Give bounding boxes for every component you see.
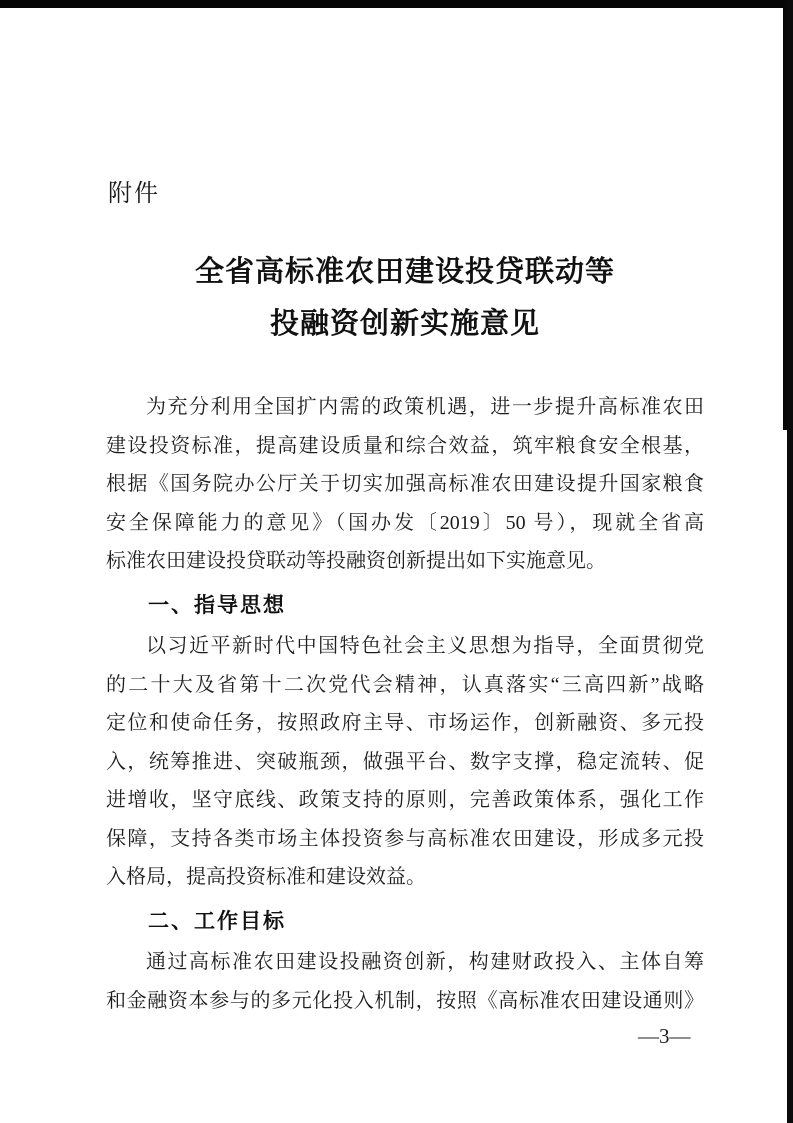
text-line: 进增收，坚守底线、政策支持的原则，完善政策体系，强化工作 — [106, 789, 704, 811]
section-heading-work-goals: 二、工作目标 — [148, 909, 286, 933]
text-line: 建设投资标准，提高建设质量和综合效益，筑牢粮食安全根基， — [106, 434, 704, 457]
scan-artifact-right-band — [787, 0, 793, 1123]
text-line: 入格局，提高投资标准和建设效益。 — [106, 866, 426, 888]
title-line-2: 投融资创新实施意见 — [269, 308, 540, 340]
paragraph-work-goals — [106, 943, 704, 1020]
text-line: 安全保障能力的意见》（国办发〔2019〕50 号），现就全省高 — [106, 511, 704, 534]
scan-artifact-top-band — [0, 0, 793, 8]
text-line: 定位和使命任务，按照政府主导、市场运作，创新融资、多元投 — [106, 712, 704, 734]
text-line: 和金融资本参与的多元化投入机制，按照《高标准农田建设通则》 — [106, 989, 704, 1012]
section-heading-guiding-ideology: 一、指导思想 — [148, 593, 286, 617]
text-line: 通过高标准农田建设投融资创新，构建财政投入、主体自筹 — [146, 951, 704, 973]
text-line: 的二十大及省第十二次党代会精神，认真落实“三高四新”战略 — [106, 673, 704, 696]
attachment-label: 附件 — [108, 180, 160, 207]
title-line-1: 全省高标准农田建设投贷联动等 — [194, 256, 615, 288]
text-line: 为充分利用全国扩内需的政策机遇，进一步提升高标准农田 — [146, 396, 704, 418]
page-number: —3— — [638, 1024, 691, 1048]
paragraph-guiding-ideology — [106, 627, 704, 897]
text-line: 入，统筹推进、突破瓶颈，做强平台、数字支撑，稳定流转、促 — [106, 750, 704, 773]
text-line: 根据《国务院办公厅关于切实加强高标准农田建设提升国家粮食 — [106, 473, 704, 495]
document-body — [106, 388, 704, 1020]
text-line: 保障，支持各类市场主体投资参与高标准农田建设，形成多元投 — [106, 827, 704, 850]
document-title — [106, 246, 704, 350]
paragraph-intro — [106, 388, 704, 581]
text-line: 以习近平新时代中国特色社会主义思想为指导，全面贯彻党 — [146, 635, 704, 657]
text-line: 标准农田建设投贷联动等投融资创新提出如下实施意见。 — [106, 550, 606, 572]
